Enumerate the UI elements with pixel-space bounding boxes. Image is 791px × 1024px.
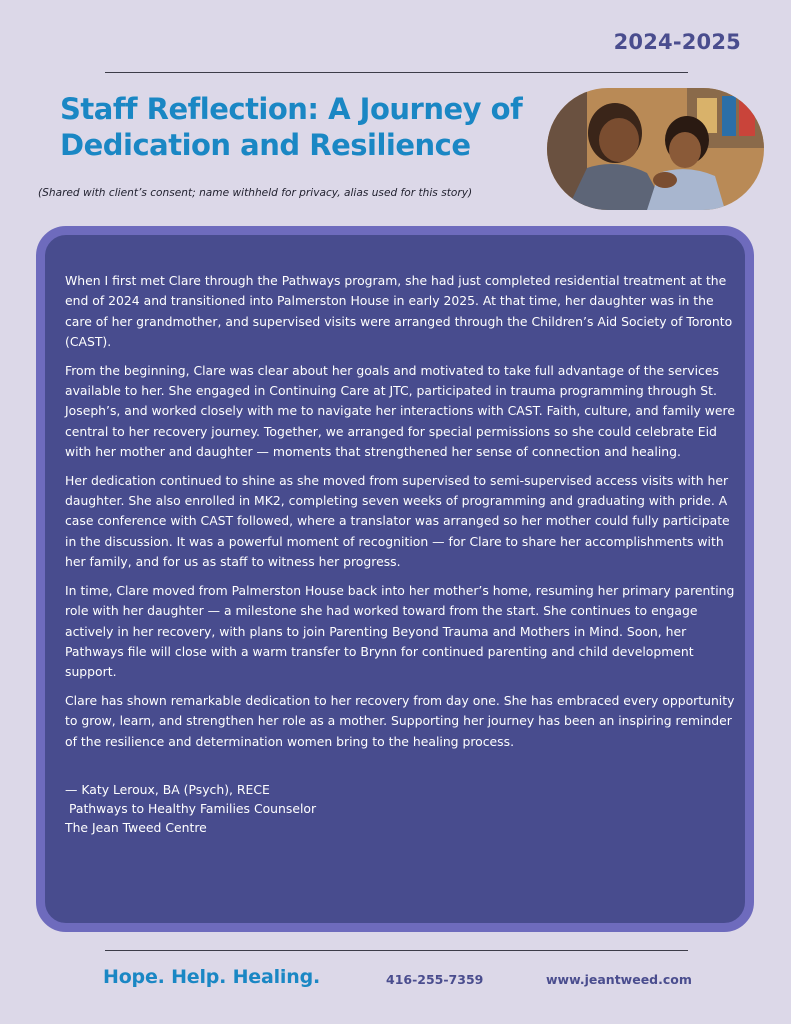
consent-note: (Shared with client’s consent; name withheld for privacy, alias used for this story) (38, 187, 473, 199)
story-body (65, 271, 737, 837)
top-divider (105, 72, 688, 73)
story-paragraph-5: Clare has shown remarkable dedication to her recovery from day one. She has embraced every opportunity to grow, learn, and strengthen her role as a mother. Supporting her journey has been an inspiring reminder of the resilience and determination women bring to the healing process. (65, 692, 735, 749)
story-paragraph-1: When I first met Clare through the Pathways program, she had just completed residential treatment at the end of 2024 and transitioned into Palmerston House in early 2025. At that time, her daughter was in the care of her grandmother, and supervised visits were arranged through the Children’s Aid Society of Toronto (CAST). (65, 273, 733, 350)
mother-daughter-photo (547, 88, 764, 210)
footer-tagline: Hope. Help. Healing. (103, 966, 320, 988)
story-paragraph-3: Her dedication continued to shine as she moved from supervised to semi-supervised access visits with her daughter. She also enrolled in MK2, completing seven weeks of programming and graduating with pride. A case conference with CAST followed, where a translator was arranged so her mother could fully participate in the discussion. It was a powerful moment of recognition — for Clare to share her accomplishments with her family, and for us as staff to witness her progress. (65, 472, 730, 570)
page-title (60, 91, 560, 163)
footer-phone: 416-255-7359 (386, 972, 484, 987)
story-paragraph-4: In time, Clare moved from Palmerston House back into her mother’s home, resuming her primary parenting role with her daughter — a milestone she had worked toward from the start. She continues to engage actively in her recovery, with plans to join Parenting Beyond Trauma and Mothers in Mind. Soon, her Pathways file will close with a warm transfer to Brynn for continued parenting and child development support. (65, 582, 735, 680)
photo-illustration (547, 88, 764, 210)
story-paragraph-2: From the beginning, Clare was clear about her goals and motivated to take full advantage of the services available to her. She engaged in Continuing Care at JTC, participated in trauma programming through St. Joseph’s, and worked closely with me to navigate her interactions with CAST. Faith, culture, and family were central to her recovery journey. Together, we arranged for special permissions so she could celebrate Eid with her mother and daughter — moments that strengthened her sense of connection and healing. (65, 362, 735, 460)
signature-block (65, 780, 737, 837)
signature-organization: The Jean Tweed Centre (65, 819, 207, 835)
signature-name: — Katy Leroux, BA (Psych), RECE (65, 781, 270, 797)
year-label: 2024-2025 (613, 30, 741, 54)
title-line-1: Staff Reflection: A Journey of (60, 92, 523, 126)
story-card (36, 226, 754, 932)
signature-role: Pathways to Healthy Families Counselor (65, 800, 317, 816)
bottom-divider (105, 950, 688, 951)
footer-website-link[interactable]: www.jeantweed.com (546, 972, 692, 987)
title-line-2: Dedication and Resilience (60, 128, 471, 162)
